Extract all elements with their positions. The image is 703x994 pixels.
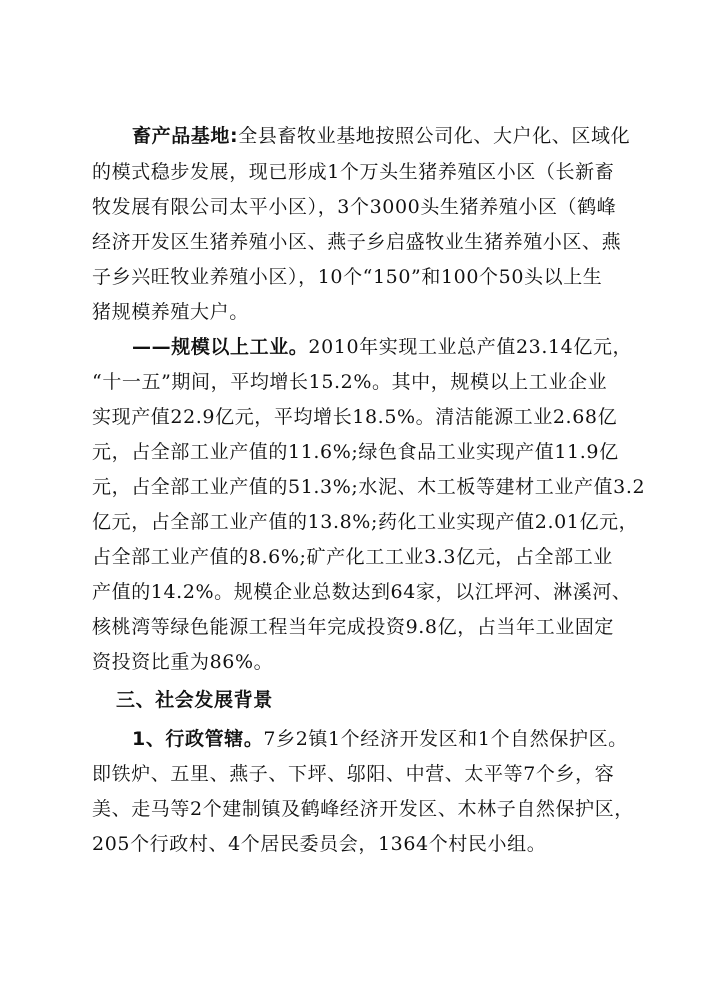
industry-heading: ——规模以上工业。 bbox=[132, 336, 309, 358]
paragraph-industry-line-1 bbox=[132, 335, 632, 359]
livestock-text: 全县畜牧业基地按照公司化、大户化、区域化 bbox=[238, 125, 631, 147]
paragraph-admin-line-2: 即铁炉、五里、燕子、下坪、邬阳、中营、太平等7个乡，容 bbox=[92, 763, 615, 785]
paragraph-industry-line-5: 元，占全部工业产值的51.3%;水泥、木工板等建材工业产值3.2 bbox=[92, 476, 646, 498]
paragraph-industry-line-6: 亿元，占全部工业产值的13.8%;药化工业实现产值2.01亿元， bbox=[92, 511, 639, 533]
paragraph-admin-line-1 bbox=[132, 727, 628, 751]
paragraph-industry-line-7: 占全部工业产值的8.6%;矿产化工工业3.3亿元，占全部工业 bbox=[92, 546, 613, 568]
paragraph-livestock-line-4: 经济开发区生猪养殖小区、燕子乡启盛牧业生猪养殖小区、燕 bbox=[92, 231, 622, 253]
paragraph-livestock-line-1 bbox=[132, 124, 630, 148]
paragraph-industry-line-3: 实现产值22.9亿元，平均增长18.5%。清洁能源工业2.68亿 bbox=[92, 406, 618, 428]
paragraph-industry-line-2: “十一五”期间，平均增长15.2%。其中，规模以上工业企业 bbox=[92, 371, 608, 393]
section-heading: 三、社会发展背景 bbox=[116, 689, 273, 711]
paragraph-livestock-line-2: 的模式稳步发展，现已形成1个万头生猪养殖区小区（长新畜 bbox=[92, 161, 615, 183]
paragraph-admin-line-4: 205个行政村、4个居民委员会，1364个村民小组。 bbox=[92, 833, 547, 855]
paragraph-livestock-line-3: 牧发展有限公司太平小区），3个3000头生猪养殖小区（鹤峰 bbox=[92, 196, 617, 218]
livestock-heading: 畜产品基地: bbox=[132, 125, 239, 147]
paragraph-industry-line-4: 元，占全部工业产值的11.6%;绿色食品工业实现产值11.9亿 bbox=[92, 441, 619, 463]
paragraph-industry-line-8: 产值的14.2%。规模企业总数达到64家，以江坪河、淋溪河、 bbox=[92, 581, 632, 603]
paragraph-livestock-line-6: 猪规模养殖大户。 bbox=[92, 301, 249, 323]
industry-text: 2010年实现工业总产值23.14亿元， bbox=[308, 336, 633, 358]
paragraph-admin-line-3: 美、走马等2个建制镇及鹤峰经济开发区、木林子自然保护区， bbox=[92, 798, 634, 820]
paragraph-livestock-line-5: 子乡兴旺牧业养殖小区），10个“150”和100个50头以上生 bbox=[92, 266, 603, 288]
admin-heading: 1、行政管辖。 bbox=[132, 728, 264, 750]
admin-text: 7乡2镇1个经济开发区和1个自然保护区。 bbox=[263, 728, 628, 750]
paragraph-industry-line-9: 核桃湾等绿色能源工程当年完成投资9.8亿，占当年工业固定 bbox=[92, 616, 615, 638]
paragraph-industry-line-10: 资投资比重为86%。 bbox=[92, 651, 274, 673]
